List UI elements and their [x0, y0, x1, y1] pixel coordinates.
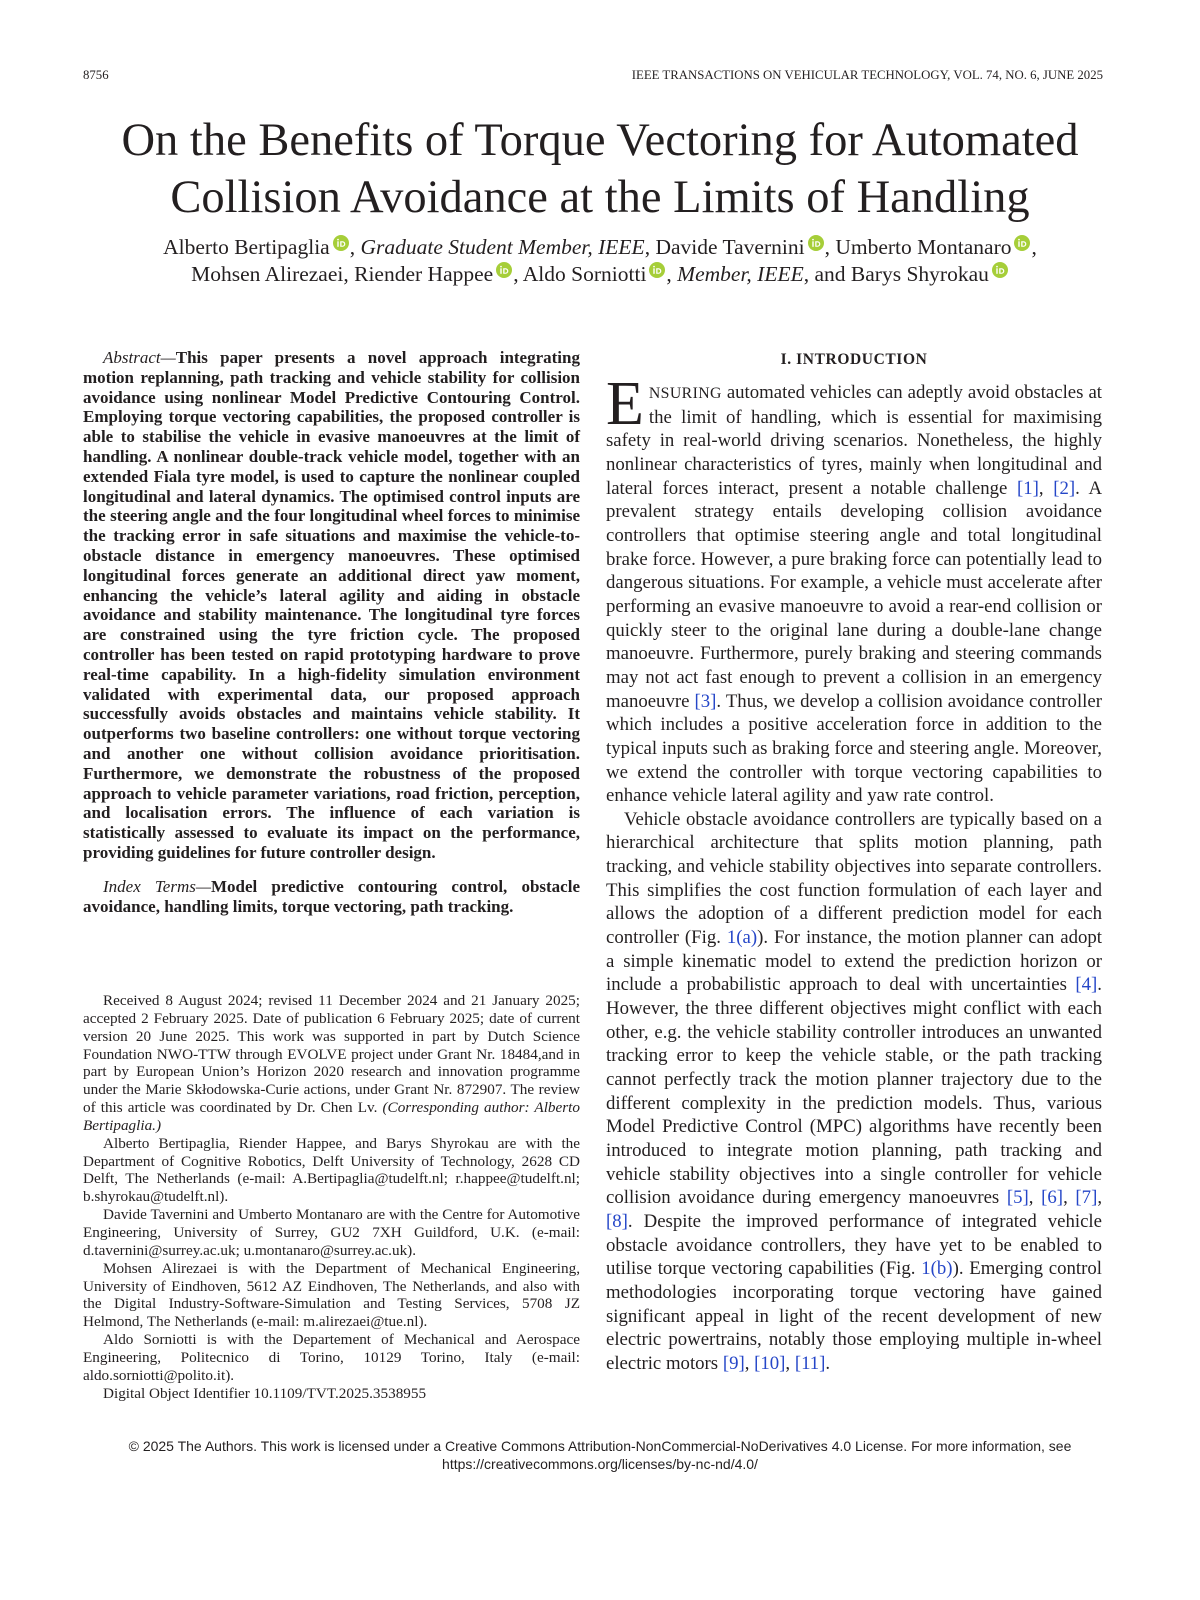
- italic-text: Graduate Student Member, IEEE: [360, 235, 645, 259]
- text-run: . A prevalent strategy entails developing collision avoidance controllers that optimise steering angle and total longitudinal brake force. However, a pure braking force can potentially lead to dangerous situations. For example, a vehicle must accelerate after performing an evasive manoeuvre to avoid a rear-end collision or quickly steer to the original lane during a double-lane change manoeuvre. Furthermore, purely braking and steering commands may not act fast enough to prevent a collision in an emergency manoeuvre: [606, 477, 1103, 712]
- text-run: , and Barys Shyrokau: [803, 262, 989, 286]
- author-line-2: [0, 261, 1200, 288]
- lead-in-small-caps: NSURING: [648, 385, 722, 402]
- text-run: ,: [1097, 1187, 1103, 1209]
- citation-link[interactable]: [7]: [1075, 1187, 1098, 1209]
- text-run: ,: [349, 235, 361, 259]
- footnote-received: [83, 992, 580, 1135]
- text-run: automated vehicles can adeptly avoid obstacles at the limit of handling, which is essential for maximising safety in real-world driving scenarios. Nonetheless, the highly nonlinear characteristics of tyres, mainly when longitudinal and lateral forces interact, present a notable challenge: [606, 382, 1102, 499]
- title-line-2: Collision Avoidance at the Limits of Handling: [170, 172, 1030, 223]
- footnote-affiliation: Aldo Sorniotti is with the Departement of Mechanical and Aerospace Engineering, Politecnico di Torino, 10129 Torino, Italy (e-mail: aldo.sorniotti@polito.it).: [83, 1331, 580, 1384]
- italic-text: Member, IEEE: [677, 262, 804, 286]
- abstract: [83, 348, 580, 863]
- citation-link[interactable]: 1(a): [726, 927, 758, 949]
- journal-header: IEEE TRANSACTIONS ON VEHICULAR TECHNOLOGY, VOL. 74, NO. 6, JUNE 2025: [631, 68, 1103, 82]
- citation-link[interactable]: [9]: [722, 1352, 745, 1374]
- author-list: [0, 234, 1200, 288]
- footnote-doi: Digital Object Identifier 10.1109/TVT.2025.3538955: [103, 1384, 427, 1402]
- text-run: ,: [744, 1352, 755, 1374]
- footnote-affiliation: Alberto Bertipaglia, Riender Happee, and Barys Shyrokau are with the Department of Cognitive Robotics, Delft University of Technology, 2628 CD Delft, The Netherlands (e-mail: A.Bertipaglia@tudelft.nl; r.happee@tudelft.nl; b.shyrokau@tudelft.nl).: [83, 1134, 580, 1206]
- text-run: ,: [1028, 1187, 1042, 1209]
- bold-text: This paper presents a novel approach integrating motion replanning, path tracking and vehicle stability for collision avoidance using nonlinear Model Predictive Contouring Control. Employing torque vectoring capabilities, the proposed controller is able to stabilise the vehicle in evasive manoeuvres at the limit of handling. A nonlinear double-track vehicle model, together with an extended Fiala tyre model, is used to capture the nonlinear coupled longitudinal and lateral dynamics. The optimised control inputs are the steering angle and the four longitudinal wheel forces to minimise the tracking error in safe situations and maximise the vehicle-to-obstacle distance in emergency manoeuvres. These optimised longitudinal forces generate an additional direct yaw moment, enhancing the vehicle’s lateral agility and aiding in obstacle avoidance and stability maintenance. The longitudinal tyre forces are constrained using the tyre friction cycle. The proposed controller has been tested on rapid prototyping hardware to prove real-time capability. In a high-fidelity simulation environment validated with experimental data, our proposed approach successfully avoids obstacles and maintains vehicle stability. It outperforms two baseline controllers: one without torque vectoring and another one without collision avoidance prioritisation. Furthermore, we demonstrate the robustness of the proposed approach to vehicle parameter variations, road friction, perception, and localisation errors. The influence of each variation is statistically assessed to evaluate its impact on the performance, providing guidelines for future controller design.: [83, 348, 580, 862]
- text-run: , Aldo Sorniotti: [513, 262, 647, 286]
- text-run: ,: [1031, 235, 1037, 259]
- italic-text: Index Terms—: [103, 876, 211, 896]
- citation-link[interactable]: [6]: [1041, 1187, 1064, 1209]
- footnote-affiliation: Mohsen Alirezaei is with the Department of Mechanical Engineering, University of Eindhoven, 5612 AZ Eindhoven, The Netherlands, and also with the Digital Industry-Software-Simulation and Testing Services, 5708 JZ Helmond, The Netherlands (e-mail: m.alirezaei@tue.nl).: [83, 1259, 580, 1331]
- text-run: . Despite the improved performance of integrated vehicle obstacle avoidance controllers, they have yet to be enabled to utilise torque vectoring capabilities (Fig.: [606, 1210, 1102, 1280]
- text-run: ,: [1063, 1187, 1076, 1209]
- bold-text: Model predictive contouring control, obstacle avoidance, handling limits, torque vectoring, path tracking.: [83, 876, 580, 916]
- orcid-icon[interactable]: [649, 262, 665, 278]
- text-run: ). Emerging control methodologies incorporating torque vectoring have gained significant appeal in light of the recent development of new electric powertrains, notably those employing multiple in-wheel electric motors: [606, 1258, 1102, 1374]
- text-run: ,: [666, 262, 678, 286]
- orcid-icon[interactable]: [333, 235, 349, 251]
- text-run: , Umberto Montanaro: [824, 235, 1012, 259]
- italic-text: Abstract—: [103, 348, 176, 367]
- title-line-1: On the Benefits of Torque Vectoring for Automated: [121, 115, 1079, 166]
- citation-link[interactable]: [5]: [1006, 1187, 1029, 1209]
- citation-link[interactable]: [3]: [694, 690, 717, 712]
- left-column-top: [83, 348, 580, 917]
- page-number: 8756: [83, 68, 109, 82]
- index-terms: [83, 877, 580, 917]
- text-run: Vehicle obstacle avoidance controllers are typically based on a hierarchical architecture that splits motion planning, path tracking, and vehicle stability objectives into separate controllers. This simplifies the cost function formulation of each layer and allows the adoption of a different prediction model for each controller (Fig.: [606, 808, 1102, 949]
- citation-link[interactable]: [8]: [606, 1210, 628, 1232]
- license-url[interactable]: https://creativecommons.org/licenses/by-nc-nd/4.0/: [442, 1456, 758, 1472]
- citation-link[interactable]: [11]: [794, 1352, 826, 1374]
- license-notice: [60, 1437, 1140, 1473]
- citation-link[interactable]: [4]: [1075, 974, 1098, 996]
- drop-cap: E: [606, 370, 644, 438]
- paragraph-text: [606, 370, 1103, 807]
- text-run: , Davide Tavernini: [644, 235, 805, 259]
- right-column: [606, 348, 1102, 1376]
- text-run: Mohsen Alirezaei, Riender Happee: [191, 262, 494, 286]
- text-run: Alberto Bertipaglia: [163, 235, 330, 259]
- text-run: . Thus, we develop a collision avoidance controller which includes a positive acceleration force in addition to the typical inputs such as braking force and steering angle. Moreover, we extend the controller with torque vectoring capabilities to enhance vehicle lateral agility and yaw rate control.: [606, 690, 1102, 807]
- orcid-icon[interactable]: [808, 235, 824, 251]
- citation-link[interactable]: [1]: [1017, 477, 1039, 499]
- text-run: . However, the three different objectives might conflict with each other, e.g. the vehicle stability controller introduces an unwanted tracking error to keep the vehicle stable, or the path tracking cannot perfectly track the motion planner trajectory due to the different complexity in the prediction models. Thus, various Model Predictive Control (MPC) algorithms have recently been introduced to integrate motion planning, path tracking and vehicle stability objectives into a single controller for vehicle collision avoidance during emergency manoeuvres: [606, 974, 1102, 1209]
- orcid-icon[interactable]: [1014, 235, 1030, 251]
- orcid-icon[interactable]: [496, 262, 512, 278]
- intro-paragraph-1: [606, 370, 1103, 808]
- text-run: Received 8 August 2024; revised 11 December 2024 and 21 January 2025; accepted 2 February 2025. Date of publication 6 February 2025; date of current version 20 June 2025. This work was supported in part by Dutch Science Foundation NWO-TTW through EVOLVE project under Grant Nr. 18484,and in part by European Union’s Horizon 2020 research and innovation programme under the Marie Skłodowska-Curie actions, under Grant Nr. 872907. The review of this article was coordinated by Dr. Chen Lv.: [83, 992, 580, 1117]
- text-run: ). For instance, the motion planner can adopt a simple kinematic model to extend the prediction horizon or include a probabilistic approach to deal with uncertainties: [606, 927, 1103, 996]
- text-run: .: [825, 1352, 831, 1374]
- citation-link[interactable]: [2]: [1053, 477, 1076, 499]
- orcid-icon[interactable]: [992, 262, 1008, 278]
- text-run: ,: [785, 1352, 795, 1374]
- intro-paragraph-2: [606, 808, 1102, 1376]
- citation-link[interactable]: 1(b): [921, 1258, 953, 1280]
- license-text: © 2025 The Authors. This work is licensed under a Creative Commons Attribution-NonCommercial-NoDerivatives 4.0 License. For more information, see: [128, 1438, 1072, 1454]
- text-run: ,: [1038, 477, 1054, 499]
- citation-link[interactable]: [10]: [754, 1352, 786, 1374]
- author-line-1: [0, 234, 1200, 261]
- section-heading: I. INTRODUCTION: [780, 351, 928, 368]
- footnotes: [83, 992, 580, 1402]
- italic-text: (Corresponding author: Alberto Bertipaglia.): [83, 1099, 580, 1134]
- paper-title: [0, 112, 1200, 226]
- footnote-affiliation: Davide Tavernini and Umberto Montanaro are with the Centre for Automotive Engineering, University of Surrey, GU2 7XH Guildford, U.K. (e-mail: d.tavernini@surrey.ac.uk; u.montanaro@surrey.ac.uk).: [83, 1206, 580, 1259]
